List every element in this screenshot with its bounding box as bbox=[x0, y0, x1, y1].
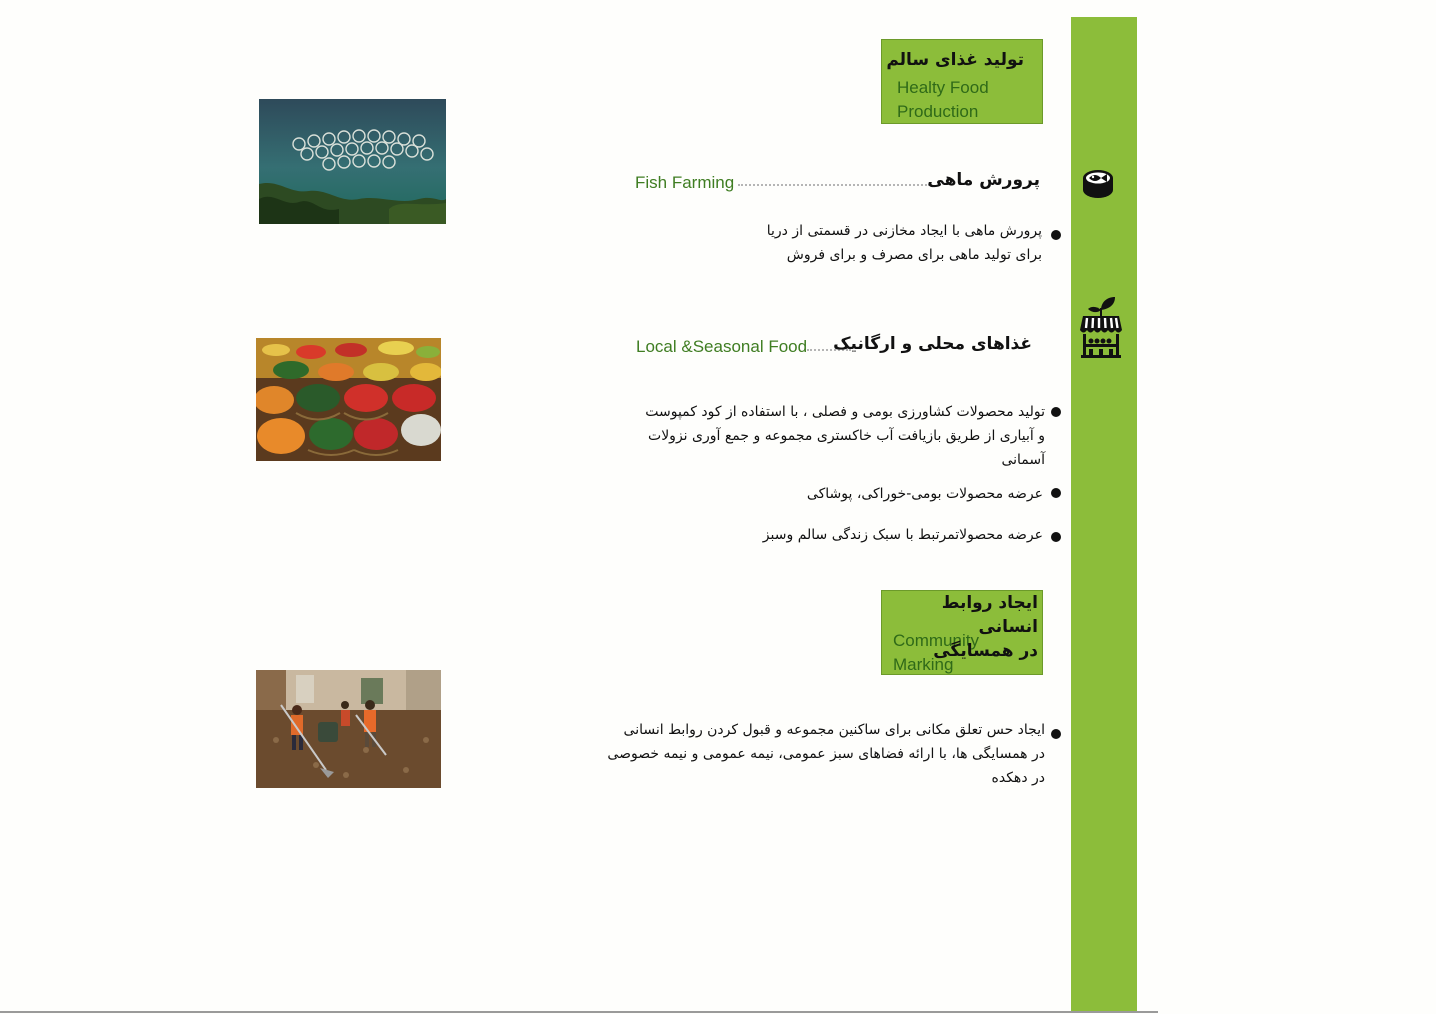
fish-heading-en: Fish Farming bbox=[635, 173, 735, 192]
local-item1-line3: آسمانی bbox=[1001, 452, 1045, 468]
community-text-line2: در همسایگی ها، با ارائه فضاهای سبز عمومی، نیمه عمومی و نیمه خصوصی bbox=[607, 746, 1045, 762]
bullet bbox=[1051, 407, 1061, 417]
section-title-fa: تولید غذای سالم bbox=[886, 50, 1024, 70]
community-title-fa-line2: در همسایگی bbox=[933, 641, 1038, 661]
fish-description bbox=[767, 219, 1042, 267]
local-item1-line1: تولید محصولات کشاورزی بومی و فصلی ، با استفاده از کود کمپوست bbox=[645, 404, 1045, 420]
dotted-leader bbox=[738, 184, 930, 186]
local-heading-fa: غذاهای محلی و ارگانیک bbox=[833, 334, 1032, 354]
market-stall-icon bbox=[1079, 294, 1123, 358]
local-item1-line2: و آبیاری از طریق بازیافت آب خاکستری مجموعه و جمع آوری نزولات bbox=[648, 428, 1045, 444]
local-item3-text: عرضه محصولاتمرتبط با سبک زندگی سالم وسبز bbox=[762, 527, 1043, 543]
community-title-fa bbox=[882, 591, 1038, 663]
bullet bbox=[1051, 488, 1061, 498]
community-title-fa-line1: ایجاد روابط انسانی bbox=[941, 593, 1038, 637]
community-title-en-line2: Marking bbox=[893, 655, 954, 674]
bullet bbox=[1051, 230, 1061, 240]
community-description bbox=[607, 718, 1045, 790]
fish-text-line1: پرورش ماهی با ایجاد مخازنی در قسمتی از دریا bbox=[766, 223, 1042, 239]
local-item1 bbox=[645, 400, 1045, 472]
section-title-en-line2: Production bbox=[897, 102, 979, 121]
community-title-en-line1: Community bbox=[893, 631, 979, 650]
bottom-rule bbox=[0, 1011, 1158, 1013]
fish-text-line2: برای تولید ماهی برای مصرف و برای فروش bbox=[786, 247, 1042, 263]
vegetable-market-photo bbox=[256, 338, 441, 461]
bullet bbox=[1051, 532, 1061, 542]
section-title-box-community bbox=[881, 590, 1043, 675]
community-text-line1: ایجاد حس تعلق مکانی برای ساکنین مجموعه و قبول کردن روابط انسانی bbox=[623, 722, 1045, 738]
children-gardening-photo bbox=[256, 670, 441, 788]
bullet bbox=[1051, 729, 1061, 739]
sidebar bbox=[1071, 17, 1137, 1013]
local-heading-en: Local &Seasonal Food bbox=[636, 337, 808, 356]
section-title-en-line1: Healty Food bbox=[897, 78, 989, 97]
local-item2 bbox=[807, 482, 1043, 506]
community-text-line3: در دهکده bbox=[991, 770, 1045, 786]
fish-icon bbox=[1082, 168, 1114, 200]
fish-farm-photo bbox=[259, 99, 446, 224]
local-item3 bbox=[763, 523, 1043, 547]
fish-heading-fa: پرورش ماهی bbox=[927, 170, 1040, 190]
section-title-box-food bbox=[881, 39, 1043, 124]
local-item2-text: عرضه محصولات بومی-خوراکی، پوشاکی bbox=[806, 486, 1043, 502]
